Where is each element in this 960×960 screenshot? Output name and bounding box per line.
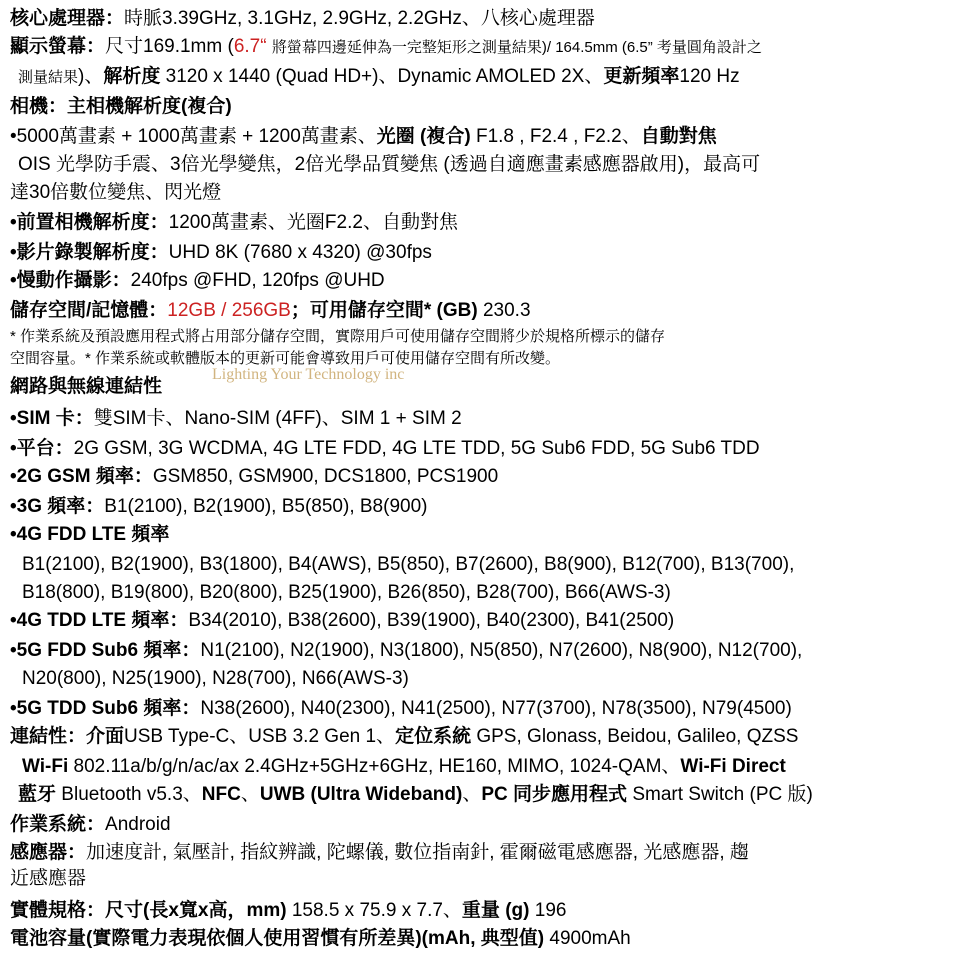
storage-value: 12GB / 256GB — [167, 300, 291, 321]
network-sim-value: 雙SIM卡、Nano-SIM (4FF)、SIM 1 + SIM 2 — [93, 408, 462, 429]
camera-video-label: •影片錄製解析度： — [10, 242, 169, 263]
connectivity-iface: USB Type-C、USB 3.2 Gen 1、 — [124, 726, 396, 747]
gps-label: 定位系統 — [395, 726, 472, 747]
network-lte-fdd-label: •4G FDD LTE 頻率 — [10, 524, 170, 545]
display-row-2 — [18, 64, 740, 91]
network-platform-row — [10, 436, 760, 462]
sensors-row — [10, 840, 749, 866]
sep-1: 、 — [240, 784, 260, 805]
connectivity-row — [10, 724, 798, 750]
physical-label: 實體規格：尺寸(長x寬x高，mm) — [10, 900, 287, 921]
camera-slowmo-value: 240fps @FHD, 120fps @UHD — [130, 270, 385, 291]
network-platform-label: •平台： — [10, 438, 74, 459]
display-res-label: 解析度 — [103, 66, 161, 87]
display-size-inch: 6.7“ — [233, 36, 267, 57]
display-res-sep: )、 — [78, 66, 104, 87]
camera-video-row — [10, 240, 432, 266]
network-5g-tdd-row — [10, 696, 792, 722]
wifi-label: Wi-Fi — [22, 756, 69, 777]
network-3g-label: •3G 頻率： — [10, 496, 105, 517]
sensors-line-2: 近感應器 — [10, 868, 87, 889]
network-lte-fdd-line-2: B18(800), B19(800), B20(800), B25(1900), B26(850), B28(700), B66(AWS-3) — [22, 582, 671, 603]
camera-main-mp: •5000萬畫素 + 1000萬畫素 + 1200萬畫素、 — [10, 126, 377, 147]
wifi-row — [22, 754, 786, 780]
os-value: Android — [105, 814, 171, 835]
network-platform-value: 2G GSM, 3G WCDMA, 4G LTE FDD, 4G LTE TDD, 5G Sub6 FDD, 5G Sub6 TDD — [73, 438, 760, 459]
network-lte-tdd-value: B34(2010), B38(2600), B39(1900), B40(2300), B41(2500) — [188, 610, 675, 631]
camera-video-value: UHD 8K (7680 x 4320) @30fps — [168, 242, 432, 263]
display-size-alt: / 164.5mm (6.5” 考量圓角設計之 — [546, 39, 762, 56]
bluetooth-value: Bluetooth v5.3、 — [56, 784, 202, 805]
network-lte-fdd-line-1: B1(2100), B2(1900), B3(1800), B4(AWS), B5(850), B7(2600), B8(900), B12(700), B13(700), — [22, 554, 795, 575]
camera-front-label: •前置相機解析度： — [10, 212, 169, 233]
sensors-line-1: 加速度計, 氣壓計, 指紋辨識, 陀螺儀, 數位指南針, 霍爾磁電感應器, 光感應器, 趨 — [86, 842, 749, 863]
battery-label: 電池容量(實際電力表現依個人使用習慣有所差異)(mAh, 典型值) — [10, 928, 545, 949]
network-gsm-label: •2G GSM 頻率： — [10, 466, 153, 487]
weight-value: 196 — [529, 900, 567, 921]
display-size-note: 將螢幕四邊延伸為一完整矩形之測量結果) — [271, 39, 547, 56]
network-5g-fdd-line-2: N20(800), N25(1900), N28(700), N66(AWS-3) — [22, 668, 409, 689]
network-3g-value: B1(2100), B2(1900), B5(850), B8(900) — [104, 496, 428, 517]
storage-note-1: * 作業系統及預設應用程式將占用部分儲存空間，實際用戶可使用儲存空間將少於規格所標示的儲存 — [10, 328, 666, 345]
bluetooth-label: 藍牙 — [18, 784, 57, 805]
physical-row — [10, 898, 566, 924]
weight-label: 重量 (g) — [461, 900, 530, 921]
storage-avail-value: 230.3 — [482, 300, 531, 321]
storage-label: 儲存空間/記憶體： — [10, 300, 168, 321]
network-5g-fdd-line-1: N1(2100), N2(1900), N3(1800), N5(850), N7(2600), N8(900), N12(700), — [200, 640, 803, 661]
display-row — [10, 34, 762, 61]
display-refresh-value: 120 Hz — [679, 66, 740, 87]
cpu-row — [10, 6, 595, 32]
nfc-label: NFC — [201, 784, 241, 805]
camera-slowmo-label: •慢動作攝影： — [10, 270, 131, 291]
cpu-value: 時脈3.39GHz, 3.1GHz, 2.9GHz, 2.2GHz、八核心處理器 — [124, 8, 595, 29]
network-gsm-row — [10, 464, 498, 490]
pc-sync-label: PC 同步應用程式 — [481, 784, 628, 805]
camera-aperture-label: 光圈 (複合) — [376, 126, 471, 147]
camera-heading: 相機：主相機解析度(複合) — [10, 96, 232, 117]
camera-main-line-3: 達30倍數位變焦、閃光燈 — [10, 182, 222, 203]
camera-front-value: 1200萬畫素、光圈F2.2、自動對焦 — [168, 212, 458, 233]
storage-row — [10, 298, 531, 324]
connectivity-label: 連結性：介面 — [10, 726, 125, 747]
network-lte-tdd-label: •4G TDD LTE 頻率： — [10, 610, 189, 631]
network-sim-label: •SIM 卡： — [10, 408, 94, 429]
cpu-label: 核心處理器： — [10, 8, 125, 29]
network-heading: 網路與無線連結性 — [10, 376, 163, 397]
battery-value: 4900mAh — [544, 928, 631, 949]
os-label: 作業系統： — [10, 814, 106, 835]
gps-value: GPS, Glonass, Beidou, Galileo, QZSS — [471, 726, 799, 747]
network-5g-fdd-label: •5G FDD Sub6 頻率： — [10, 640, 201, 661]
watermark: Lighting Your Technology inc — [212, 366, 405, 383]
network-5g-fdd-row — [10, 638, 802, 664]
bluetooth-row — [18, 782, 813, 808]
network-lte-tdd-row — [10, 608, 674, 634]
camera-aperture-value: F1.8 , F2.4 , F2.2、 — [470, 126, 641, 147]
sensors-label: 感應器： — [10, 842, 87, 863]
wifi-value: 802.11a/b/g/n/ac/ax 2.4GHz+5GHz+6GHz, HE160, MIMO, 1024-QAM、 — [68, 756, 681, 777]
camera-af-label: 自動對焦 — [640, 126, 717, 147]
network-3g-row — [10, 494, 427, 520]
display-refresh-label: 更新頻率 — [603, 66, 680, 87]
camera-main-line-1 — [10, 124, 717, 150]
camera-main-line-2: OIS 光學防手震、3倍光學變焦，2倍光學品質變焦 (透過自適應畫素感應器啟用)，最高可 — [18, 154, 761, 175]
display-size-note-2: 測量結果 — [18, 69, 79, 86]
network-5g-tdd-value: N38(2600), N40(2300), N41(2500), N77(3700), N78(3500), N79(4500) — [200, 698, 792, 719]
network-sim-row — [10, 406, 462, 432]
pc-sync-value: Smart Switch (PC 版) — [627, 784, 813, 805]
storage-avail-label: ；可用儲存空間* (GB) — [290, 300, 478, 321]
display-res-value: 3120 x 1440 (Quad HD+)、Dynamic AMOLED 2X、 — [165, 66, 604, 87]
physical-dims: 158.5 x 75.9 x 7.7、 — [286, 900, 462, 921]
wifi-direct: Wi-Fi Direct — [680, 756, 786, 777]
sep-2: 、 — [462, 784, 482, 805]
storage-note-2: 空間容量。* 作業系統或軟體版本的更新可能會導致用戶可使用儲存空間有所改變。 — [10, 350, 561, 367]
uwb-label: UWB (Ultra Wideband) — [259, 784, 463, 805]
network-gsm-value: GSM850, GSM900, DCS1800, PCS1900 — [152, 466, 499, 487]
camera-slowmo-row — [10, 268, 385, 294]
display-label: 顯示螢幕： — [10, 36, 106, 57]
camera-front-row — [10, 210, 458, 236]
battery-row — [10, 926, 631, 952]
os-row — [10, 812, 171, 838]
display-size: 尺寸169.1mm ( — [105, 36, 234, 57]
network-5g-tdd-label: •5G TDD Sub6 頻率： — [10, 698, 201, 719]
